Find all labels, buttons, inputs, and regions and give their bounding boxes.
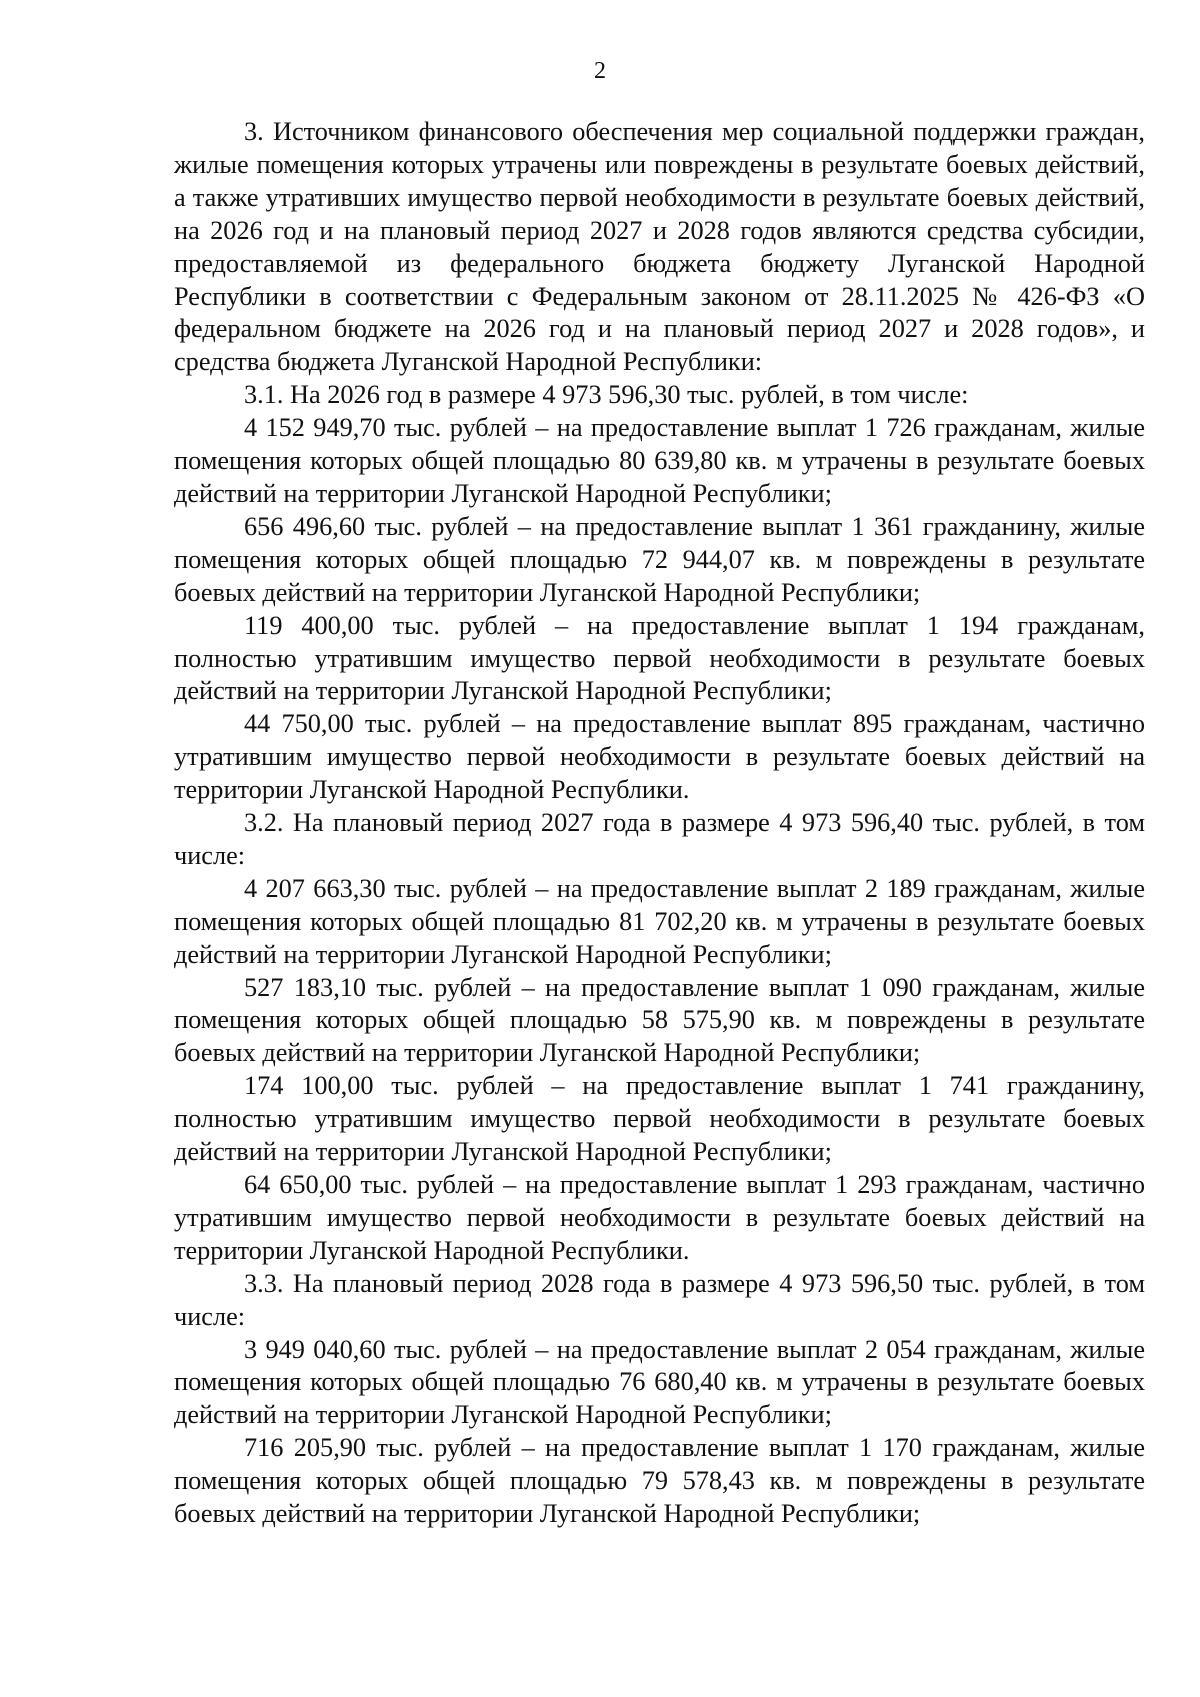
- paragraph-3-2-item-4: 64 650,00 тыс. рублей – на предоставление выплат 1 293 гражданам, частично утратившим имущество первой необходимости в результате боевых действий на территории Луганской Народной Республики.: [174, 1170, 1145, 1265]
- paragraph-3-3-item-2: 716 205,90 тыс. рублей – на предоставление выплат 1 170 гражданам, жилые помещения которых общей площадью 79 578,43 кв. м повреждены в результате боевых действий на территории Луганской Народной Республики;: [174, 1433, 1145, 1529]
- paragraph-3-1-item-1: 4 152 949,70 тыс. рублей – на предоставление выплат 1 726 гражданам, жилые помещения которых общей площадью 80 639,80 кв. м утрачены в результате боевых действий на территории Луганской Народной Республики;: [174, 413, 1145, 508]
- paragraph-3-2-item-3: 174 100,00 тыс. рублей – на предоставление выплат 1 741 гражданину, полностью утратившим имущество первой необходимости в результате боевых действий на территории Луганской Народной Республики;: [174, 1071, 1145, 1167]
- paragraph-3-3-item-1: 3 949 040,60 тыс. рублей – на предоставление выплат 2 054 гражданам, жилые помещения которых общей площадью 76 680,40 кв. м утрачены в результате боевых действий на территории Луганской Народной Республики;: [174, 1334, 1145, 1430]
- paragraph-3-2-item-2: 527 183,10 тыс. рублей – на предоставление выплат 1 090 гражданам, жилые помещения которых общей площадью 58 575,90 кв. м повреждены в результате боевых действий на территории Луганской Народной Республики;: [174, 972, 1145, 1068]
- paragraph-3-1-item-4: 44 750,00 тыс. рублей – на предоставление выплат 895 гражданам, частично утратившим имущество первой необходимости в результате боевых действий на территории Луганской Народной Республики.: [174, 709, 1145, 805]
- paragraph-3-1-item-2: 656 496,60 тыс. рублей – на предоставление выплат 1 361 гражданину, жилые помещения которых общей площадью 72 944,07 кв. м повреждены в результате боевых действий на территории Луганской Народной Республики;: [174, 511, 1145, 607]
- document-body: [174, 116, 1145, 1531]
- page-number: 2: [594, 58, 606, 84]
- paragraph-3-2: 3.2. На плановый период 2027 года в размере 4 973 596,40 тыс. рублей, в том числе:: [174, 808, 1145, 870]
- paragraph-3-3: 3.3. На плановый период 2028 года в размере 4 973 596,50 тыс. рублей, в том числе:: [174, 1268, 1145, 1331]
- paragraph-3: 3. Источником финансового обеспечения мер социальной поддержки граждан, жилые помещения которых утрачены или повреждены в результате боевых действий, а также утративших имущество первой необходимости в результате боевых действий, на 2026 год и на плановый период 2027 и 2028 годов являются средства субсидии, предоставляемой из федерального бюджета бюджету Луганской Народной Республики в соответствии с Федеральным законом от 28.11.2025 № 426-ФЗ «О федеральном бюджете на 2026 год и на плановый период 2027 и 2028 годов», и средства бюджета Луганской Народной Республики:: [174, 117, 1145, 377]
- paragraph-3-2-item-1: 4 207 663,30 тыс. рублей – на предоставление выплат 2 189 гражданам, жилые помещения которых общей площадью 81 702,20 кв. м утрачены в результате боевых действий на территории Луганской Народной Республики;: [174, 873, 1145, 969]
- paragraph-3-1: 3.1. На 2026 год в размере 4 973 596,30 тыс. рублей, в том числе:: [244, 380, 969, 410]
- paragraph-3-1-item-3: 119 400,00 тыс. рублей – на предоставление выплат 1 194 гражданам, полностью утратившим имущество первой необходимости в результате боевых действий на территории Луганской Народной Республики;: [174, 610, 1145, 706]
